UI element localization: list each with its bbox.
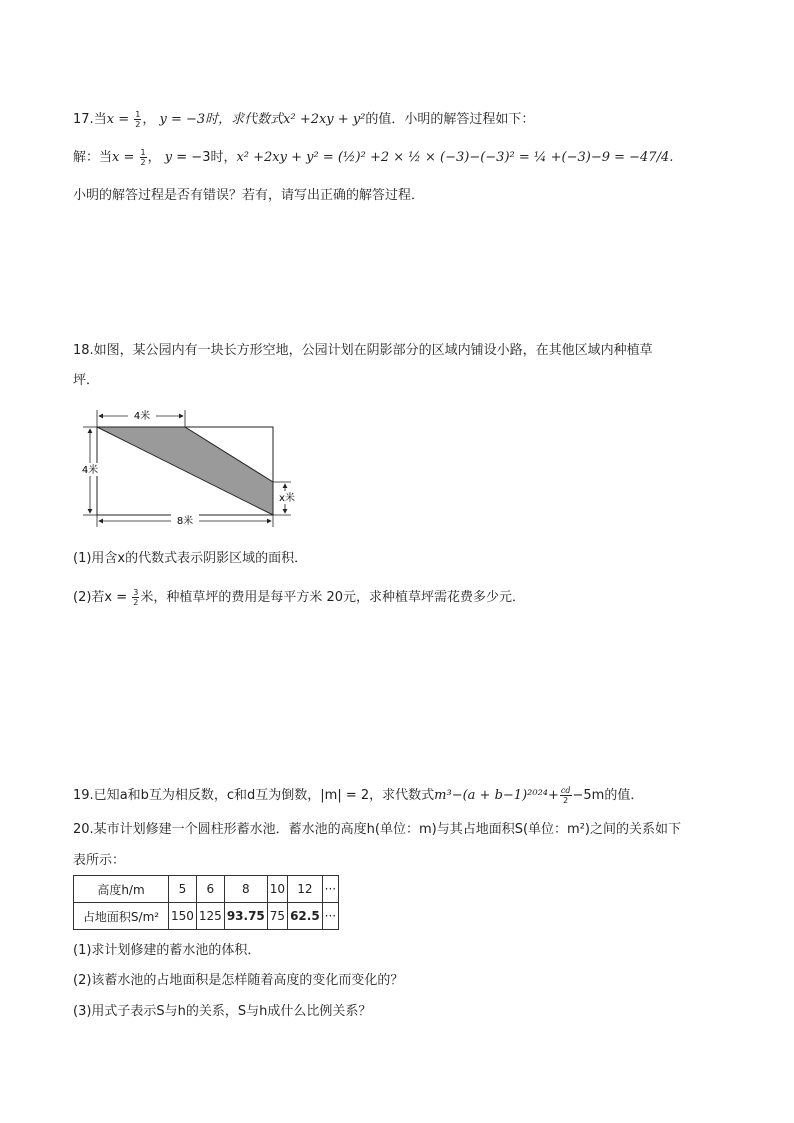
q17-question: 小明的解答过程是否有错误？若有，请写出正确的解答过程． bbox=[73, 188, 425, 203]
q18-line1: 18.如图，某公园内有一块长方形空地，公园计划在阴影部分的区域内铺设小路，在其他区域内种植草 bbox=[73, 343, 653, 358]
q17-line1: 17.当x = $\frac{1}{2}$ ， y = −3时，求代数式x² +2xy + y²的值．小明的解答过程如下： bbox=[73, 110, 535, 129]
label-bottom: 8米 bbox=[176, 516, 194, 527]
solution-expression: x² +2xy + y² = (½)² +2 × ½ × (−3)−(−3)² = ¼ +(−3)−9 = −47/4. bbox=[236, 150, 674, 165]
table-row-height: 高度h/m 5 6 8 10 12 ··· bbox=[74, 876, 339, 903]
q18-line2: 坪． bbox=[73, 373, 100, 388]
label-top: 4米 bbox=[133, 411, 151, 422]
rectangle-figure bbox=[73, 405, 303, 534]
height-area-table bbox=[73, 875, 339, 930]
q19-line: 19.已知a和b互为相反数，c和d互为倒数，|m| = 2，求代数式m³−(a + b−1)²⁰²⁴+ $\frac{cd}{2}$ −5m的值． bbox=[73, 786, 644, 805]
q20-sub1: (1)求计划修建的蓄水池的体积． bbox=[73, 943, 261, 958]
q20-sub3: (3)用式子表示S与h的关系，S与h成什么比例关系？ bbox=[73, 1004, 372, 1019]
q20-sub2: (2)该蓄水池的占地面积是怎样随着高度的变化而变化的？ bbox=[73, 973, 404, 988]
q18-sub1: (1)用含x的代数式表示阴影区域的面积． bbox=[73, 551, 308, 566]
label-left: 4米 bbox=[81, 465, 99, 476]
table-row-area: 占地面积S/m² 150 125 93.75 75 62.5 ··· bbox=[74, 903, 339, 930]
q17-solution: 解：当x = $\frac{1}{2}$ ， y = −3时，x² +2xy + y² = (½)² +2 × ½ × (−3)−(−3)² = ¼ +(−3)−9 = −47/4. bbox=[73, 148, 674, 167]
shaded-path-region bbox=[97, 427, 273, 515]
fraction: $\frac{1}{2}$ bbox=[135, 110, 141, 129]
q20-line2: 表所示： bbox=[73, 853, 126, 868]
q20-line1: 20.某市计划修建一个圆柱形蓄水池．蓄水池的高度h(单位：m)与其占地面积S(单位：m²)之间的关系如下 bbox=[73, 822, 681, 837]
q18-sub2: (2)若x = $\frac{3}{2}$ 米，种植草坪的费用是每平方米 20元，求种植草坪需花费多少元． bbox=[73, 588, 526, 607]
label-right: x米 bbox=[279, 493, 295, 504]
q17-number: 17. bbox=[73, 112, 94, 127]
